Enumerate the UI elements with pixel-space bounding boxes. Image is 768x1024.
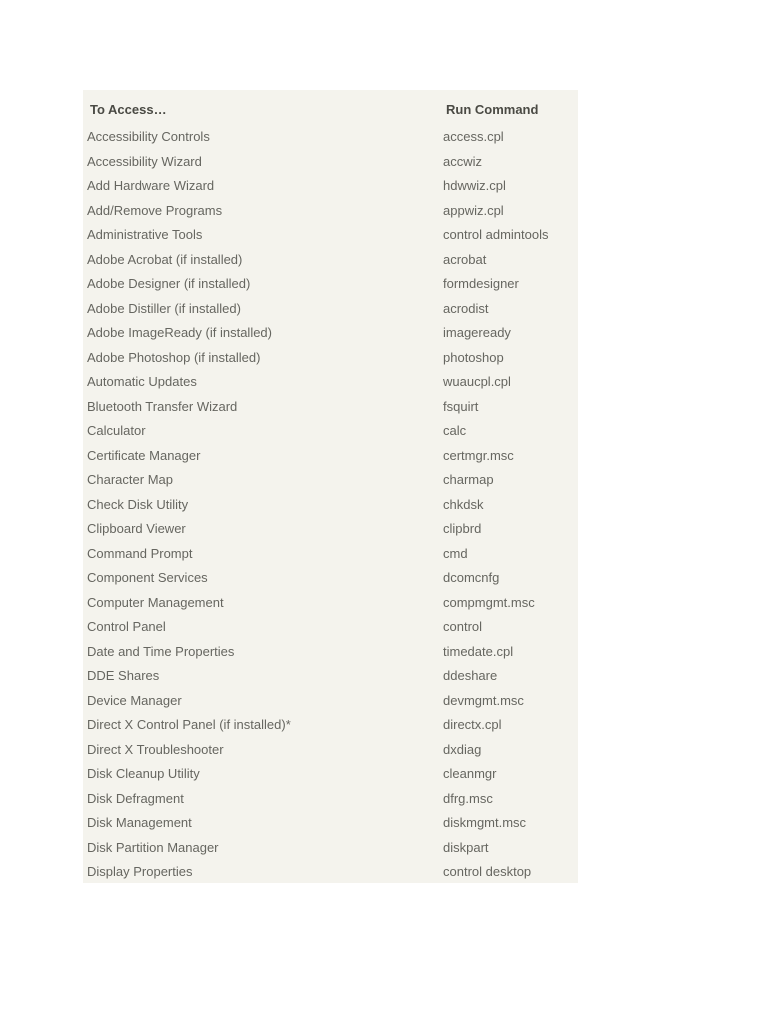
table-row [83, 420, 578, 445]
table-row [83, 788, 578, 813]
feature-name-cell: Date and Time Properties [87, 643, 235, 659]
table-row [83, 665, 578, 690]
run-command-cell: imageready [443, 325, 511, 340]
run-command-cell: calc [443, 423, 467, 438]
run-command-cell: diskmgmt.msc [443, 815, 527, 830]
feature-name-cell: Character Map [87, 472, 173, 487]
table-row [83, 322, 578, 347]
feature-name-cell: Control Panel [87, 619, 166, 634]
feature-name-cell: Accessibility Wizard [87, 153, 202, 169]
feature-name-cell: Adobe Distiller (if installed) [87, 300, 241, 316]
run-command-cell: timedate.cpl [443, 643, 514, 659]
table-row [83, 861, 578, 886]
column-header-run-command: Run Command [446, 102, 539, 117]
feature-name-cell: Adobe Acrobat (if installed) [87, 251, 243, 267]
table-row [83, 641, 578, 666]
table-row [83, 298, 578, 323]
table-row [83, 837, 578, 862]
feature-name-cell: Accessibility Controls [87, 129, 210, 144]
run-command-cell: clipbrd [443, 521, 482, 536]
table-row [83, 249, 578, 274]
table-row [83, 518, 578, 543]
table-row [83, 126, 578, 151]
run-command-cell: devmgmt.msc [443, 692, 524, 708]
table-row [83, 763, 578, 788]
feature-name-cell: Bluetooth Transfer Wizard [87, 398, 238, 414]
run-command-cell: control [443, 619, 483, 634]
feature-name-cell: Command Prompt [87, 545, 193, 561]
table-row [83, 175, 578, 200]
run-command-cell: formdesigner [443, 276, 519, 291]
table-row [83, 812, 578, 837]
feature-name-cell: Direct X Troubleshooter [87, 741, 224, 757]
run-command-cell: control admintools [443, 227, 549, 242]
table-row [83, 739, 578, 764]
feature-name-cell: Automatic Updates [87, 374, 197, 389]
run-commands-table [83, 90, 578, 883]
feature-name-cell: DDE Shares [87, 668, 160, 683]
run-command-cell: photoshop [443, 349, 504, 365]
table-row [83, 151, 578, 176]
table-row [83, 616, 578, 641]
table-row [83, 690, 578, 715]
feature-name-cell: Device Manager [87, 692, 182, 708]
run-command-cell: access.cpl [443, 129, 504, 144]
feature-name-cell: Computer Management [87, 594, 224, 610]
feature-name-cell: Add/Remove Programs [87, 202, 223, 218]
run-command-cell: dfrg.msc [443, 790, 493, 806]
table-row [83, 445, 578, 470]
run-command-cell: accwiz [443, 153, 483, 169]
feature-name-cell: Display Properties [87, 864, 193, 879]
run-command-cell: cleanmgr [443, 766, 497, 781]
feature-name-cell: Disk Cleanup Utility [87, 766, 200, 781]
feature-name-cell: Direct X Control Panel (if installed)* [87, 717, 291, 732]
table-row [83, 273, 578, 298]
table-header-row [83, 90, 578, 128]
run-command-cell: appwiz.cpl [443, 202, 504, 218]
feature-name-cell: Clipboard Viewer [87, 521, 186, 536]
run-command-cell: charmap [443, 472, 494, 487]
feature-name-cell: Certificate Manager [87, 447, 201, 463]
run-command-cell: dcomcnfg [443, 570, 500, 585]
table-row [83, 494, 578, 519]
run-command-cell: ddeshare [443, 668, 498, 683]
run-command-cell: diskpart [443, 839, 489, 855]
feature-name-cell: Disk Defragment [87, 790, 184, 806]
column-header-to-access: To Access… [90, 102, 167, 117]
feature-name-cell: Administrative Tools [87, 227, 203, 242]
run-command-cell: wuaucpl.cpl [443, 374, 511, 389]
run-command-cell: certmgr.msc [443, 447, 514, 463]
run-command-cell: control desktop [443, 864, 532, 879]
run-command-cell: chkdsk [443, 496, 484, 512]
table-row [83, 224, 578, 249]
feature-name-cell: Add Hardware Wizard [87, 178, 215, 193]
feature-name-cell: Check Disk Utility [87, 496, 189, 512]
feature-name-cell: Calculator [87, 423, 146, 438]
table-row [83, 592, 578, 617]
table-row [83, 469, 578, 494]
table-row [83, 347, 578, 372]
table-row [83, 371, 578, 396]
feature-name-cell: Disk Partition Manager [87, 839, 219, 855]
feature-name-cell: Component Services [87, 570, 208, 585]
run-command-cell: compmgmt.msc [443, 594, 535, 610]
table-row [83, 543, 578, 568]
run-command-cell: acrodist [443, 300, 489, 316]
run-command-cell: acrobat [443, 251, 487, 267]
table-row [83, 567, 578, 592]
feature-name-cell: Adobe Designer (if installed) [87, 276, 251, 291]
run-command-cell: hdwwiz.cpl [443, 178, 506, 193]
run-command-cell: cmd [443, 545, 468, 561]
feature-name-cell: Disk Management [87, 815, 192, 830]
feature-name-cell: Adobe Photoshop (if installed) [87, 349, 261, 365]
run-command-cell: fsquirt [443, 398, 479, 414]
run-command-cell: directx.cpl [443, 717, 502, 732]
table-row [83, 714, 578, 739]
table-body [83, 126, 578, 886]
feature-name-cell: Adobe ImageReady (if installed) [87, 325, 272, 340]
run-command-cell: dxdiag [443, 741, 482, 757]
table-row [83, 396, 578, 421]
table-row [83, 200, 578, 225]
